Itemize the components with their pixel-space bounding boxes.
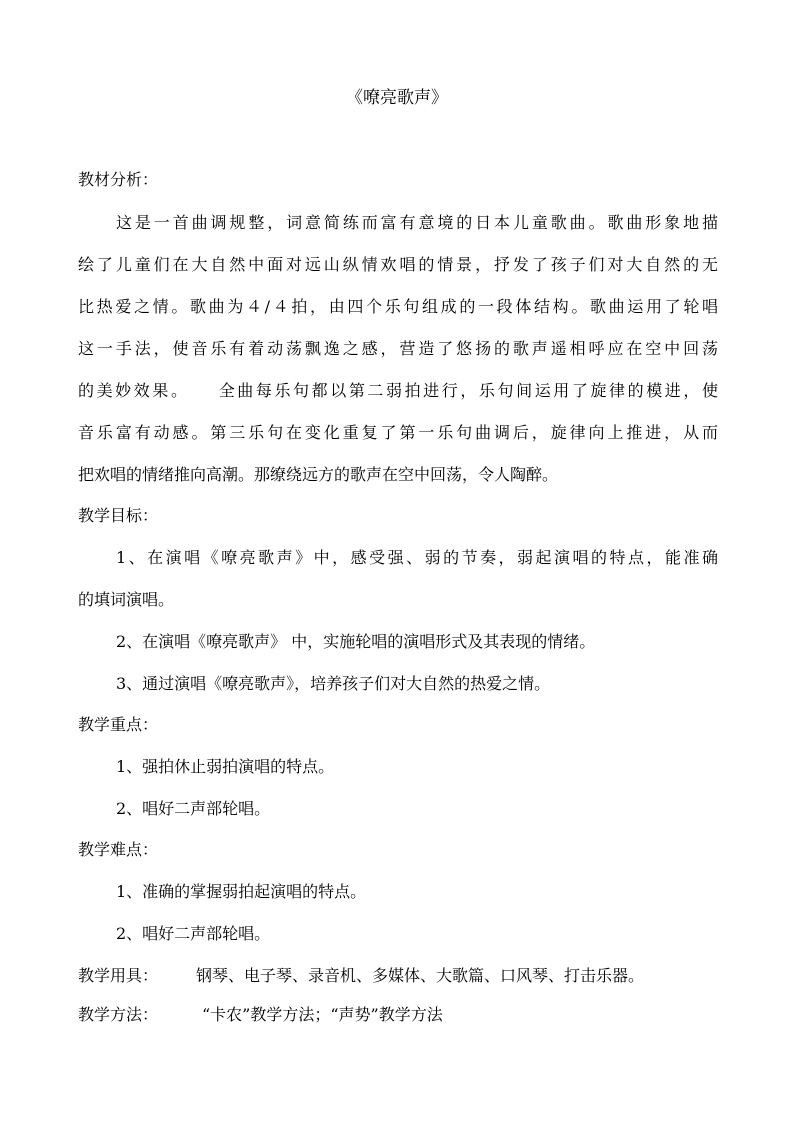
key-point-1: 1、强拍休止弱拍演唱的特点。 bbox=[116, 757, 335, 776]
document-title: 《嘹亮歌声》 bbox=[346, 88, 448, 108]
teaching-methods-label: 教学方法： bbox=[78, 1005, 159, 1024]
analysis-line-4: 这一手法，使音乐有着动荡飘逸之感，营造了悠扬的歌声遥相呼应在空中回荡 bbox=[78, 339, 718, 358]
goals-heading: 教学目标： bbox=[78, 506, 159, 525]
analysis-line-1: 这是一首曲调规整，词意简练而富有意境的日本儿童歌曲。歌曲形象地描 bbox=[116, 213, 718, 232]
teaching-methods-row bbox=[78, 1003, 158, 1027]
analysis-line-3: 比热爱之情。歌曲为４/４拍，由四个乐句组成的一段体结构。歌曲运用了轮唱 bbox=[78, 297, 718, 316]
goal-1-line-1: 1、在演唱《嘹亮歌声》中，感受强、弱的节奏，弱起演唱的特点，能准确 bbox=[116, 548, 718, 567]
teaching-methods-value: “卡农”教学方法；“声势”教学方法 bbox=[202, 1005, 443, 1024]
goal-1-line-2: 的填词演唱。 bbox=[78, 590, 175, 609]
difficulty-2: 2、唱好二声部轮唱。 bbox=[116, 924, 271, 943]
teaching-tools-value: 钢琴、电子琴、录音机、多媒体、大歌篇、口风琴、打击乐器。 bbox=[196, 966, 645, 985]
goal-2: 2、在演唱《嘹亮歌声》 中，实施轮唱的演唱形式及其表现的情绪。 bbox=[116, 632, 596, 651]
key-point-2: 2、唱好二声部轮唱。 bbox=[116, 799, 271, 818]
difficulty-1: 1、准确的掌握弱拍起演唱的特点。 bbox=[116, 882, 367, 901]
teaching-tools-label: 教学用具： bbox=[78, 966, 159, 985]
analysis-heading: 教材分析： bbox=[78, 170, 159, 189]
analysis-line-7: 把欢唱的情绪推向高潮。那缭绕远方的歌声在空中回荡，令人陶醉。 bbox=[78, 465, 559, 484]
analysis-line-5: 的美妙效果。 全曲每乐句都以第二弱拍进行，乐句间运用了旋律的模进，使 bbox=[78, 381, 718, 400]
goal-3: 3、通过演唱《嘹亮歌声》，培养孩子们对大自然的热爱之情。 bbox=[116, 674, 551, 693]
difficulties-heading: 教学难点： bbox=[78, 840, 159, 859]
analysis-line-6: 音乐富有动感。第三乐句在变化重复了第一乐句曲调后，旋律向上推进，从而 bbox=[78, 423, 718, 442]
key-points-heading: 教学重点： bbox=[78, 715, 159, 734]
analysis-line-2: 绘了儿童们在大自然中面对远山纵情欢唱的情景，抒发了孩子们对大自然的无 bbox=[78, 255, 718, 274]
